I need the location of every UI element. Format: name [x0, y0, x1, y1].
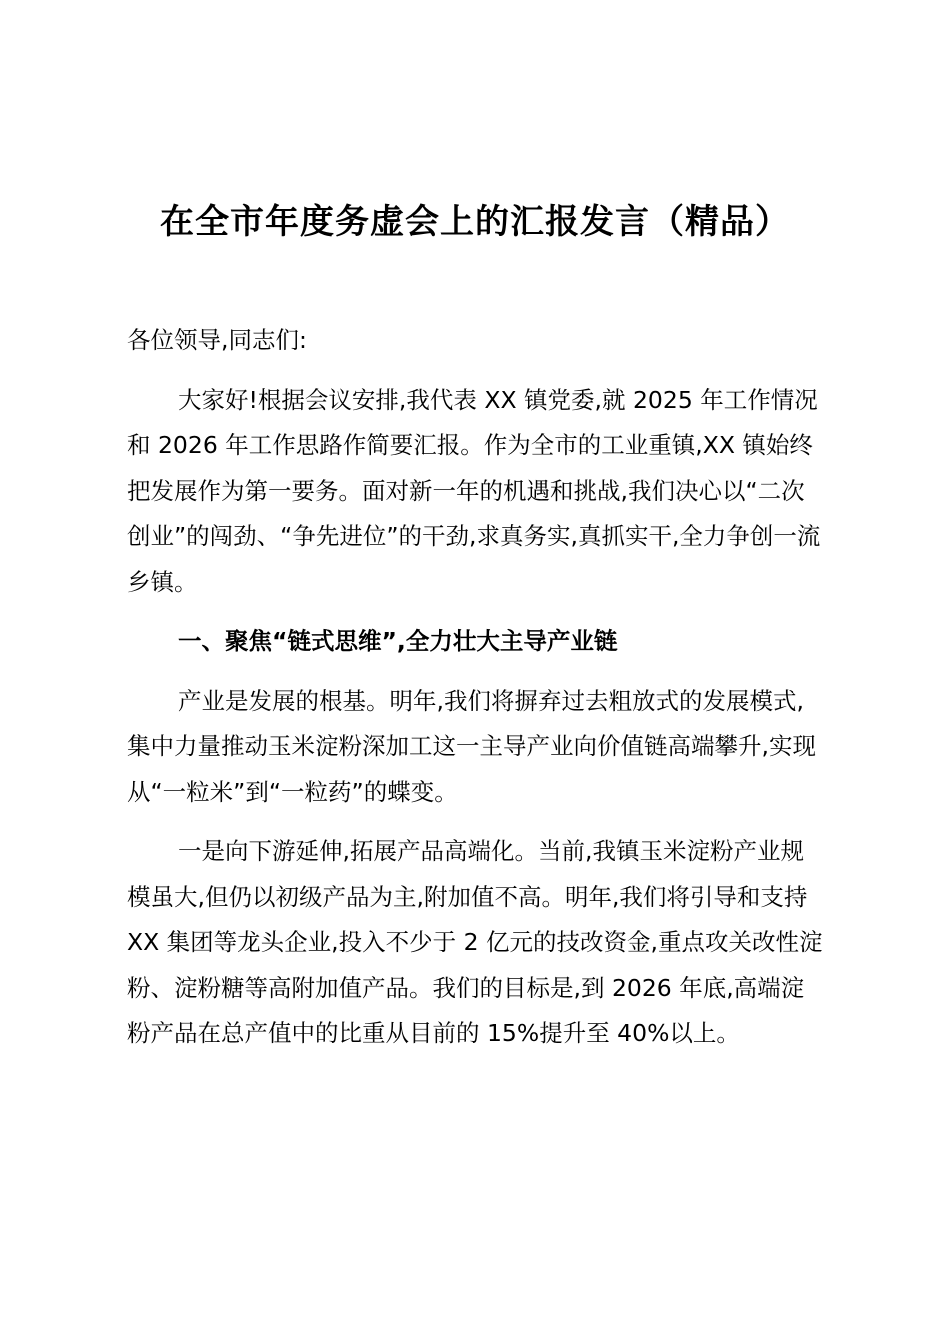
document-title: 在全市年度务虚会上的汇报发言（精品）	[160, 202, 790, 242]
section-lead-paragraph: 产业是发展的根基。明年,我们将摒弃过去粗放式的发展模式,集中力量推动玉米淀粉深加工这一主导产业向价值链高端攀升,实现从“一粒米”到“一粒药”的蝶变。	[127, 686, 816, 806]
section-point-paragraph: 一是向下游延伸,拓展产品高端化。当前,我镇玉米淀粉产业规模虽大,但仍以初级产品为主,附加值不高。明年,我们将引导和支持 XX 集团等龙头企业,投入不少于 2 亿元的技改资金,重点攻关改性淀粉、淀粉糖等高附加值产品。我们的目标是,到 2026 年底,高端淀粉产品在总产值中的比重从目前的 15%提升至 40%以上。	[127, 837, 823, 1047]
intro-paragraph: 大家好!根据会议安排,我代表 XX 镇党委,就 2025 年工作情况和 2026 年工作思路作简要汇报。作为全市的工业重镇,XX 镇始终把发展作为第一要务。面对新一年的机遇和挑战,我们决心以“二次创业”的闯劲、“争先进位”的干劲,求真务实,真抓实干,全力争创一流乡镇。	[127, 385, 821, 596]
salutation: 各位领导,同志们:	[127, 326, 307, 354]
section-heading: 一、聚焦“链式思维”,全力壮大主导产业链	[178, 627, 618, 655]
document-body	[127, 318, 827, 1071]
